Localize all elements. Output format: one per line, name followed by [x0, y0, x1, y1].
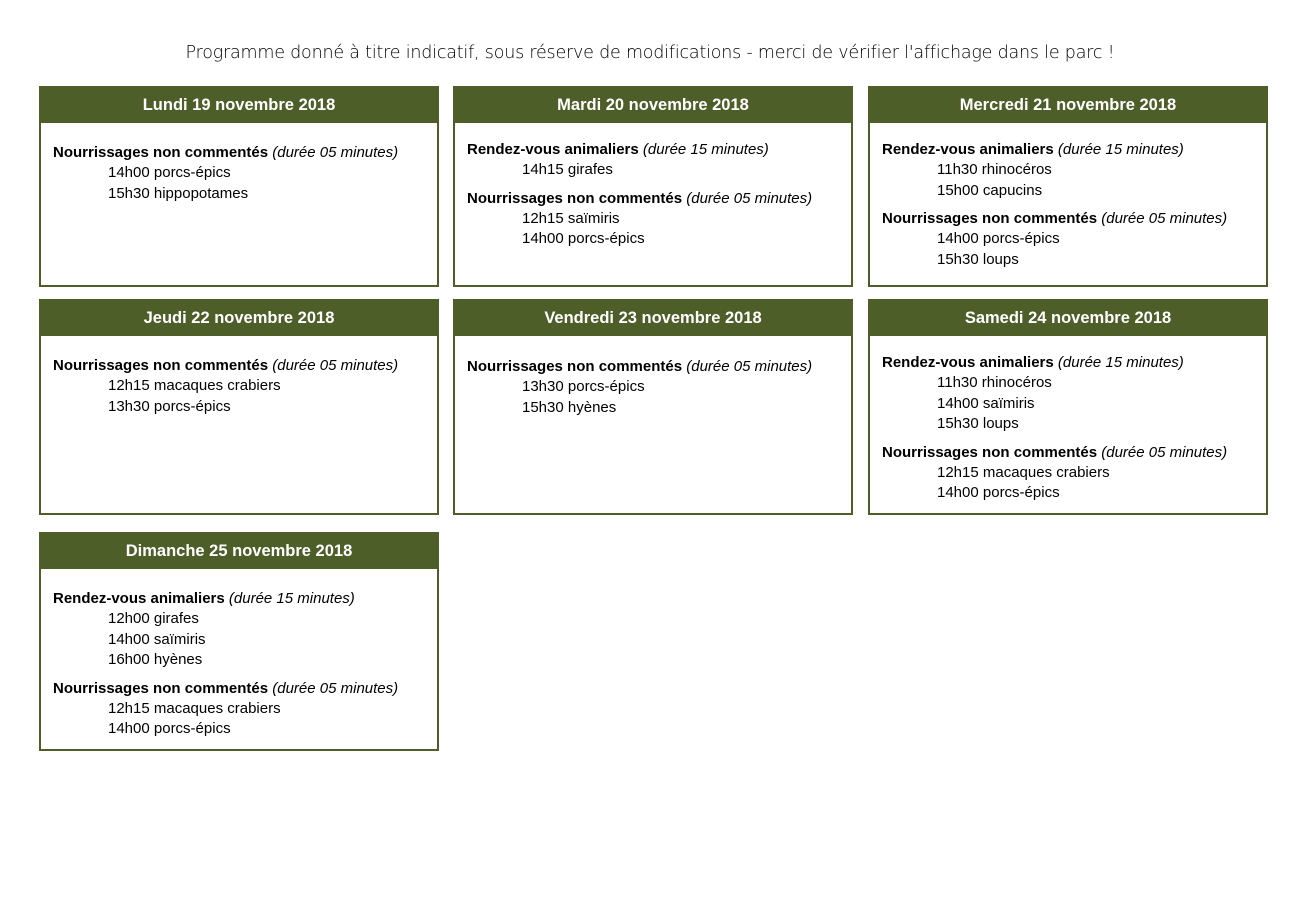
section-label: Nourrissages non commentés — [467, 358, 683, 375]
schedule-entry: 15h30 hyènes — [522, 398, 617, 416]
schedule-section — [882, 443, 1256, 504]
entry-list — [882, 463, 1256, 504]
entry-list — [467, 209, 841, 250]
schedule-section — [53, 356, 427, 417]
section-duration: (durée 05 minutes) — [272, 679, 399, 697]
entry-list — [53, 609, 427, 671]
day-body — [870, 123, 1266, 270]
day-body — [41, 569, 437, 740]
disclaimer-text: Programme donné à titre indicatif, sous réserve de modifications - merci de vérifier l'affichage dans le parc ! — [185, 43, 1115, 63]
schedule-section — [467, 357, 841, 418]
schedule-section — [882, 209, 1256, 270]
schedule-entry: 12h15 saïmiris — [522, 209, 620, 227]
section-duration: (durée 05 minutes) — [1101, 210, 1228, 227]
section-label: Nourrissages non commentés — [53, 144, 269, 161]
section-label: Nourrissages non commentés — [882, 443, 1098, 461]
day-body — [870, 336, 1266, 504]
day-body — [455, 123, 851, 250]
day-header: Mardi 20 novembre 2018 — [455, 88, 851, 123]
entry-list — [882, 229, 1256, 270]
schedule-entry: 13h30 porcs-épics — [108, 397, 231, 415]
entry-list — [882, 373, 1256, 435]
section-duration: (durée 05 minutes) — [686, 189, 813, 207]
entry-list — [467, 160, 841, 181]
schedule-entry: 11h30 rhinocéros — [937, 374, 1052, 391]
section-label: Rendez-vous animaliers — [882, 141, 1054, 158]
section-label: Nourrissages non commentés — [53, 357, 269, 374]
section-label: Nourrissages non commentés — [53, 679, 269, 697]
section-duration: (durée 05 minutes) — [272, 144, 399, 161]
schedule-entry: 15h30 loups — [937, 415, 1019, 432]
day-header: Mercredi 21 novembre 2018 — [870, 88, 1266, 123]
schedule-entry: 12h00 girafes — [108, 610, 199, 627]
day-card-jeudi — [39, 299, 439, 515]
schedule-entry: 14h00 porcs-épics — [522, 230, 645, 247]
day-header: Vendredi 23 novembre 2018 — [455, 301, 851, 336]
section-title — [53, 679, 427, 699]
schedule-entry: 15h00 capucins — [937, 181, 1043, 199]
section-title — [467, 357, 841, 377]
schedule-entry: 12h15 macaques crabiers — [937, 463, 1110, 481]
section-title — [882, 209, 1256, 229]
day-body — [455, 336, 851, 418]
schedule-entry: 14h00 porcs-épics — [937, 230, 1060, 247]
entry-list — [53, 376, 427, 417]
day-card-mardi — [453, 86, 853, 287]
schedule-section — [53, 589, 427, 671]
section-title — [882, 353, 1256, 373]
section-title — [467, 189, 841, 209]
section-title — [882, 140, 1256, 160]
entry-list — [53, 699, 427, 740]
schedule-entry: 15h30 hippopotames — [108, 184, 249, 202]
schedule-entry: 12h15 macaques crabiers — [108, 377, 281, 394]
day-card-lundi — [39, 86, 439, 287]
section-title — [882, 443, 1256, 463]
entry-list — [882, 160, 1256, 201]
section-duration: (durée 05 minutes) — [1101, 443, 1228, 461]
schedule-entry: 16h00 hyènes — [108, 651, 203, 668]
day-header: Jeudi 22 novembre 2018 — [41, 301, 437, 336]
schedule-section — [53, 143, 427, 204]
schedule-entry: 12h15 macaques crabiers — [108, 699, 281, 717]
day-body — [41, 336, 437, 417]
section-duration: (durée 15 minutes) — [642, 141, 769, 158]
day-body — [41, 123, 437, 204]
entry-list — [53, 163, 427, 204]
schedule-section — [467, 189, 841, 250]
entry-list — [467, 377, 841, 418]
section-label: Nourrissages non commentés — [882, 210, 1098, 227]
section-duration: (durée 15 minutes) — [228, 590, 355, 607]
section-label: Nourrissages non commentés — [467, 189, 683, 207]
schedule-section — [882, 140, 1256, 201]
schedule-entry: 14h00 porcs-épics — [108, 720, 231, 737]
day-card-mercredi — [868, 86, 1268, 287]
section-duration: (durée 05 minutes) — [272, 357, 399, 374]
schedule-entry: 14h00 saïmiris — [937, 394, 1035, 412]
schedule-entry: 14h00 saïmiris — [108, 630, 206, 648]
schedule-section — [882, 353, 1256, 435]
schedule-entry: 14h00 porcs-épics — [108, 164, 231, 181]
section-title — [467, 140, 841, 160]
day-card-samedi — [868, 299, 1268, 515]
section-label: Rendez-vous animaliers — [882, 354, 1054, 371]
section-title — [53, 143, 427, 163]
schedule-entry: 15h30 loups — [937, 250, 1019, 268]
schedule-section — [467, 140, 841, 181]
section-duration: (durée 15 minutes) — [1057, 354, 1184, 371]
section-label: Rendez-vous animaliers — [53, 590, 225, 607]
section-label: Rendez-vous animaliers — [467, 141, 639, 158]
schedule-entry: 13h30 porcs-épics — [522, 378, 645, 395]
schedule-entry: 14h15 girafes — [522, 161, 613, 178]
day-header: Samedi 24 novembre 2018 — [870, 301, 1266, 336]
schedule-entry: 14h00 porcs-épics — [937, 484, 1060, 501]
section-title — [53, 356, 427, 376]
section-title — [53, 589, 427, 609]
schedule-entry: 11h30 rhinocéros — [937, 161, 1052, 178]
schedule-section — [53, 679, 427, 740]
section-duration: (durée 05 minutes) — [686, 358, 813, 375]
day-header: Lundi 19 novembre 2018 — [41, 88, 437, 123]
day-card-vendredi — [453, 299, 853, 515]
day-header: Dimanche 25 novembre 2018 — [41, 534, 437, 569]
section-duration: (durée 15 minutes) — [1057, 141, 1184, 158]
day-card-dimanche — [39, 532, 439, 751]
